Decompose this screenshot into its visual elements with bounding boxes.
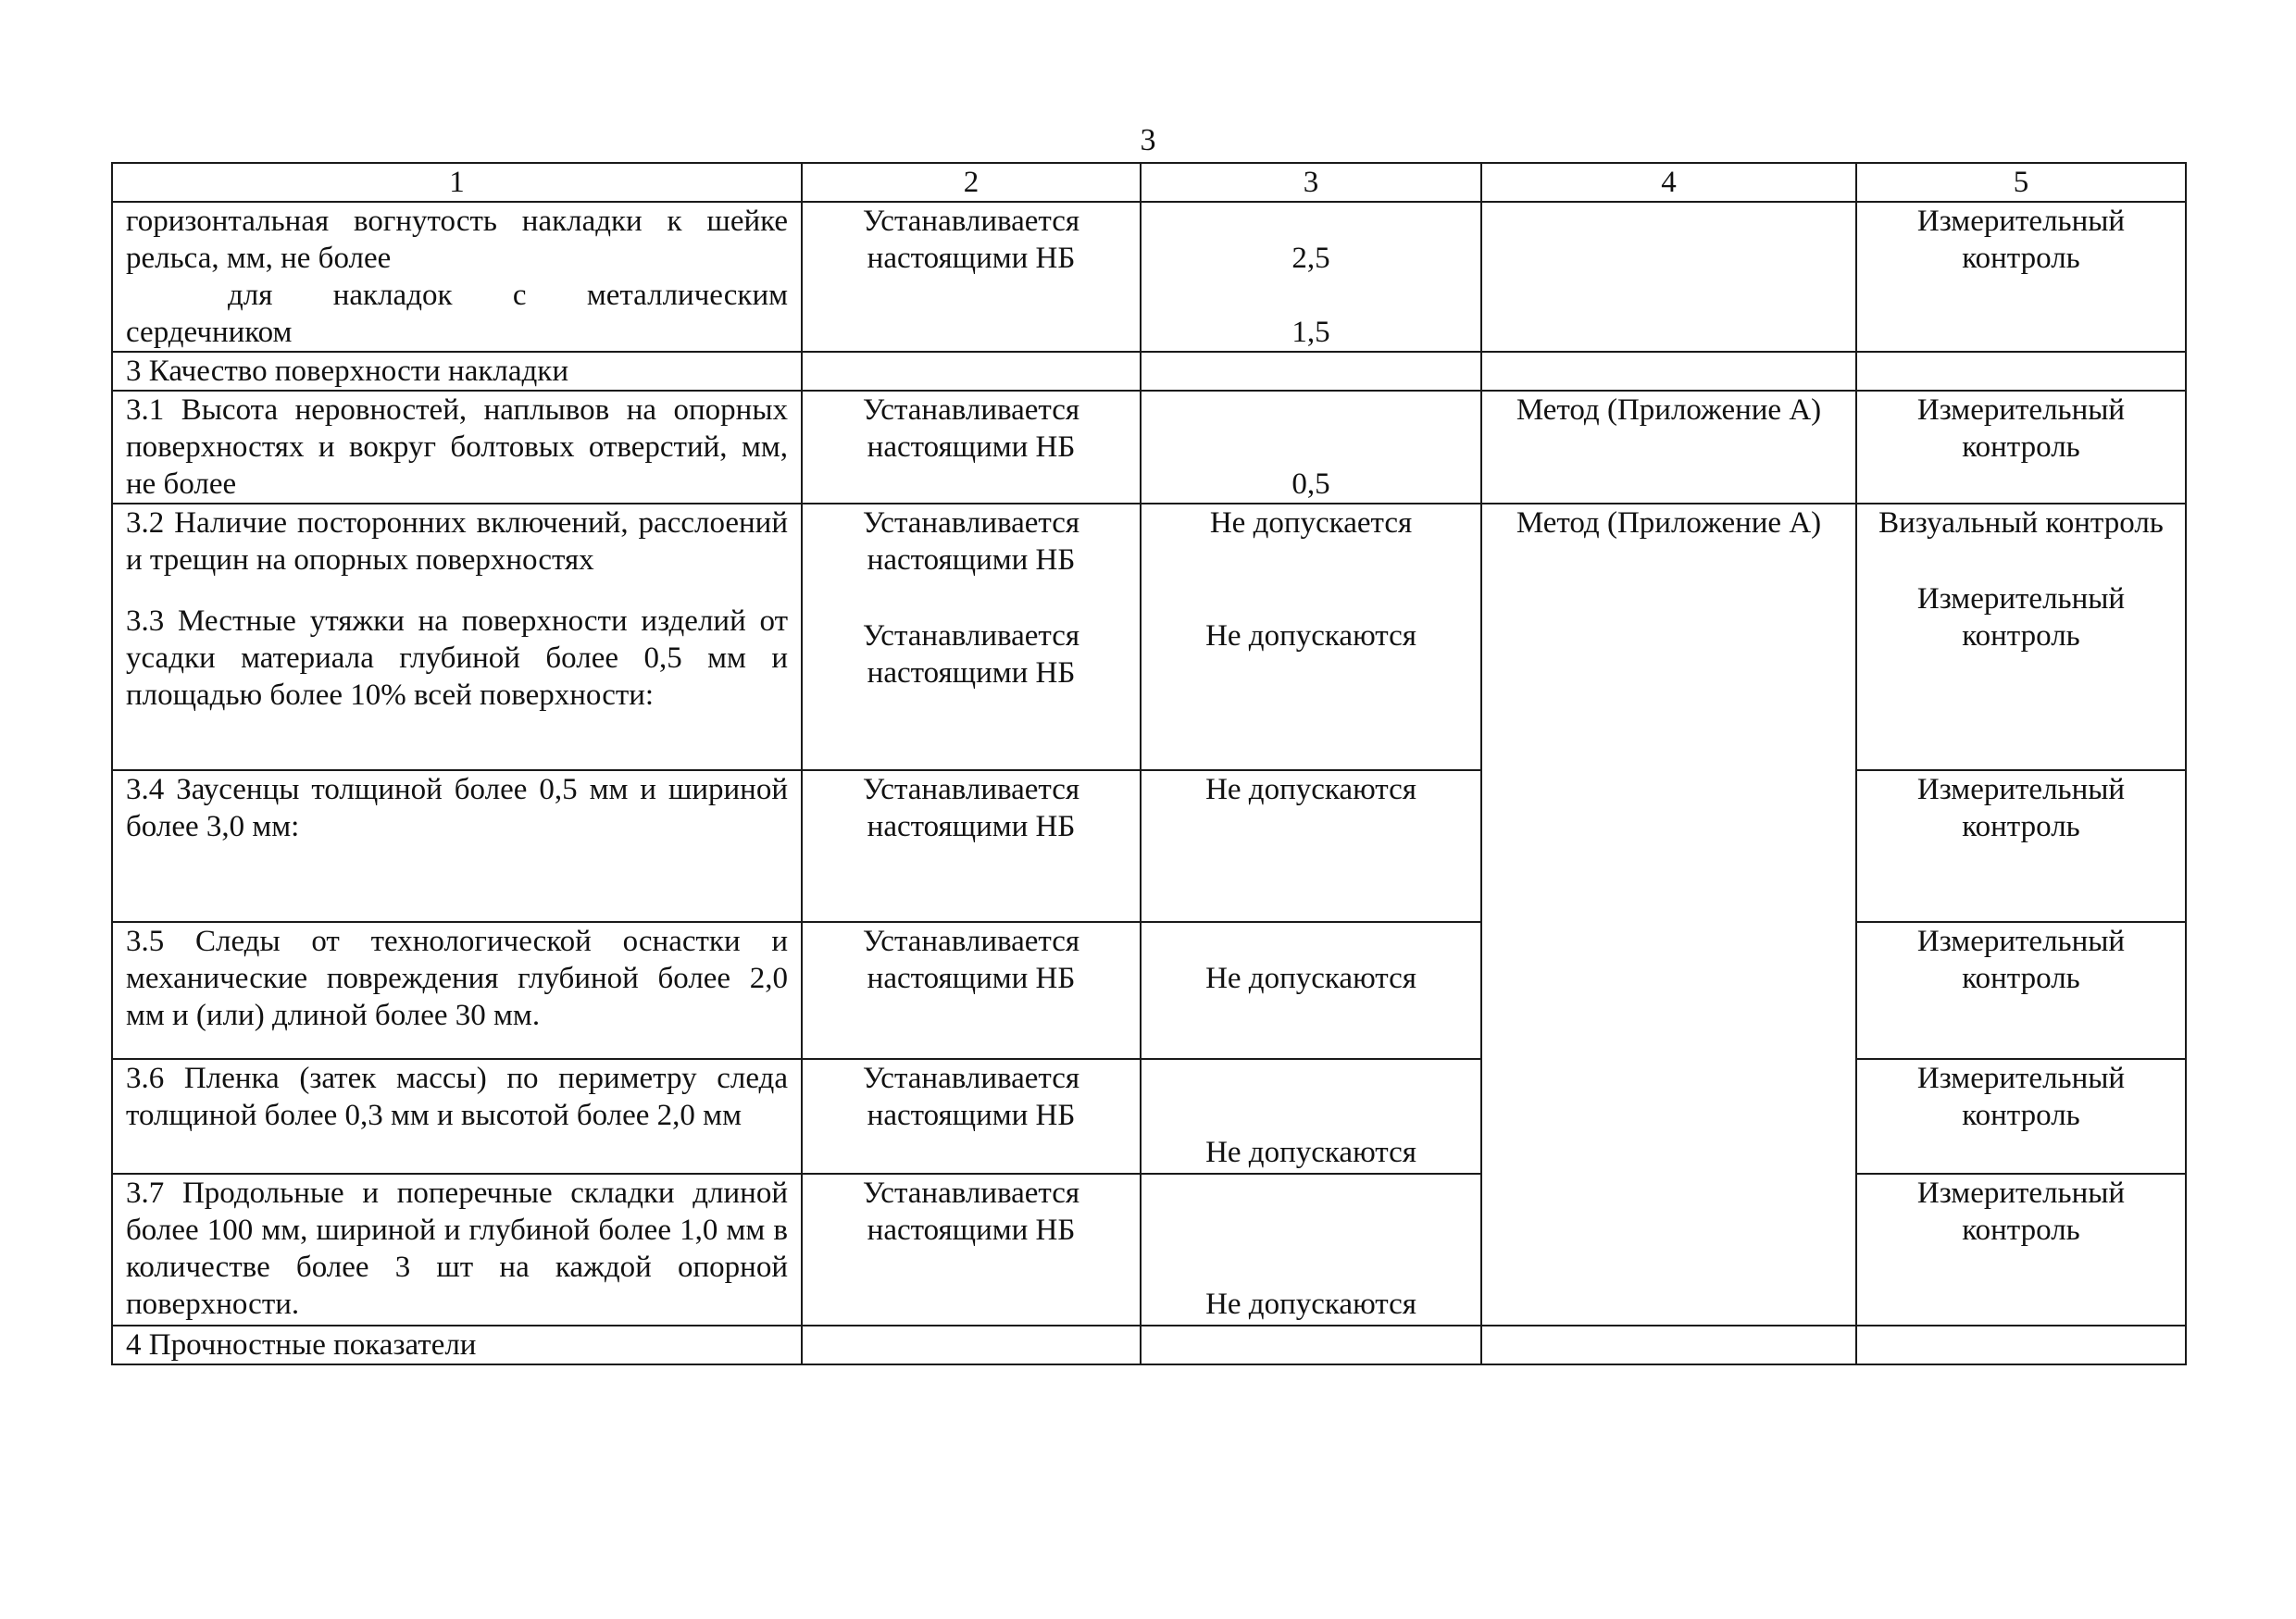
table-row bbox=[112, 504, 2186, 770]
column-number: 1 bbox=[112, 163, 802, 202]
value-cell bbox=[1141, 1059, 1481, 1174]
value-cell bbox=[1141, 1174, 1481, 1326]
value-cell bbox=[1141, 391, 1481, 504]
control-type-cell: Измерительный контроль bbox=[1856, 1059, 2186, 1174]
requirement-text: 3.2 Наличие посторонних включений, расслоений и трещин на опорных поверхностях bbox=[126, 506, 788, 577]
empty-cell bbox=[1481, 1326, 1856, 1364]
control-type-cell: Измерительный контроль bbox=[1856, 1174, 2186, 1326]
table-row bbox=[112, 922, 2186, 1059]
method-cell: Метод (Приложение А) bbox=[1481, 504, 1856, 1326]
requirement-cell bbox=[112, 202, 802, 352]
table-row bbox=[112, 1174, 2186, 1326]
norm-source-cell: Устанавливается настоящими НБ bbox=[802, 1174, 1141, 1326]
table-row bbox=[112, 202, 2186, 352]
empty-cell bbox=[1141, 352, 1481, 391]
empty-cell bbox=[1141, 1326, 1481, 1364]
norm-source-text: Устанавливается настоящими НБ bbox=[862, 506, 1080, 577]
table-row bbox=[112, 391, 2186, 504]
norm-source-cell bbox=[802, 504, 1141, 770]
control-type-cell: Измерительный контроль bbox=[1856, 770, 2186, 922]
empty-cell bbox=[802, 352, 1141, 391]
requirement-cell: 3.7 Продольные и поперечные складки длиной более 100 мм, шириной и глубиной более 1,0 мм в количестве более 3 шт на каждой опорной поверхности. bbox=[112, 1174, 802, 1326]
value-text: 0,5 bbox=[1292, 467, 1330, 501]
value-text: Не допускаются bbox=[1205, 1288, 1416, 1321]
empty-cell bbox=[1856, 1326, 2186, 1364]
norm-source-cell: Устанавливается настоящими НБ bbox=[802, 770, 1141, 922]
value-text: Не допускается bbox=[1209, 506, 1413, 540]
control-type-text: Измерительный контроль bbox=[1916, 582, 2126, 653]
section-row bbox=[112, 352, 2186, 391]
control-type-cell: Измерительный контроль bbox=[1856, 202, 2186, 352]
requirements-table bbox=[111, 162, 2187, 1365]
value-cell bbox=[1141, 922, 1481, 1059]
column-number-row bbox=[112, 163, 2186, 202]
requirement-text: 3.3 Местные утяжки на поверхности изделий от усадки материала глубиной более 0,5 мм и площадью более 10% всей поверхности: bbox=[126, 604, 788, 712]
column-number: 4 bbox=[1481, 163, 1856, 202]
requirement-text: для накладок с металлическим bbox=[228, 279, 788, 312]
norm-source-cell: Устанавливается настоящими НБ bbox=[802, 922, 1141, 1059]
requirement-cell: 3.1 Высота неровностей, наплывов на опорных поверхностях и вокруг болтовых отверстий, мм, не более bbox=[112, 391, 802, 504]
norm-source-text: Устанавливается настоящими НБ bbox=[862, 619, 1080, 690]
control-type-cell: Измерительный контроль bbox=[1856, 922, 2186, 1059]
requirement-text: сердечником bbox=[126, 316, 293, 349]
empty-cell bbox=[802, 1326, 1141, 1364]
value-text: Не допускаются bbox=[1205, 962, 1416, 995]
norm-source-cell: Устанавливается настоящими НБ bbox=[802, 1059, 1141, 1174]
column-number: 3 bbox=[1141, 163, 1481, 202]
value-cell bbox=[1141, 202, 1481, 352]
column-number: 5 bbox=[1856, 163, 2186, 202]
page-number: 3 bbox=[1140, 123, 1156, 157]
section-title: 4 Прочностные показатели bbox=[112, 1326, 802, 1364]
value-text: Не допускаются bbox=[1205, 1136, 1416, 1169]
method-cell: Метод (Приложение А) bbox=[1481, 391, 1856, 504]
requirement-text: горизонтальная вогнутость накладки к шейке рельса, мм, не более bbox=[126, 205, 788, 275]
control-type-cell bbox=[1856, 504, 2186, 770]
value-cell bbox=[1141, 504, 1481, 770]
value-cell: Не допускаются bbox=[1141, 770, 1481, 922]
section-row bbox=[112, 1326, 2186, 1364]
norm-source-cell: Устанавливается настоящими НБ bbox=[802, 391, 1141, 504]
norm-source-cell: Устанавливается настоящими НБ bbox=[802, 202, 1141, 352]
requirement-cell: 3.6 Пленка (затек массы) по периметру следа толщиной более 0,3 мм и высотой более 2,0 мм bbox=[112, 1059, 802, 1174]
control-type-text: Визуальный контроль bbox=[1878, 506, 2164, 540]
requirement-cell bbox=[112, 504, 802, 770]
column-number: 2 bbox=[802, 163, 1141, 202]
value-text: Не допускаются bbox=[1205, 619, 1416, 653]
value-text: 1,5 bbox=[1292, 316, 1330, 349]
table-row bbox=[112, 770, 2186, 922]
control-type-cell: Измерительный контроль bbox=[1856, 391, 2186, 504]
method-cell bbox=[1481, 202, 1856, 352]
value-text: 2,5 bbox=[1292, 242, 1330, 275]
section-title: 3 Качество поверхности накладки bbox=[112, 352, 802, 391]
table-row bbox=[112, 1059, 2186, 1174]
requirement-cell: 3.4 Заусенцы толщиной более 0,5 мм и шириной более 3,0 мм: bbox=[112, 770, 802, 922]
empty-cell bbox=[1481, 352, 1856, 391]
requirement-cell: 3.5 Следы от технологической оснастки и механические повреждения глубиной более 2,0 мм и (или) длиной более 30 мм. bbox=[112, 922, 802, 1059]
empty-cell bbox=[1856, 352, 2186, 391]
